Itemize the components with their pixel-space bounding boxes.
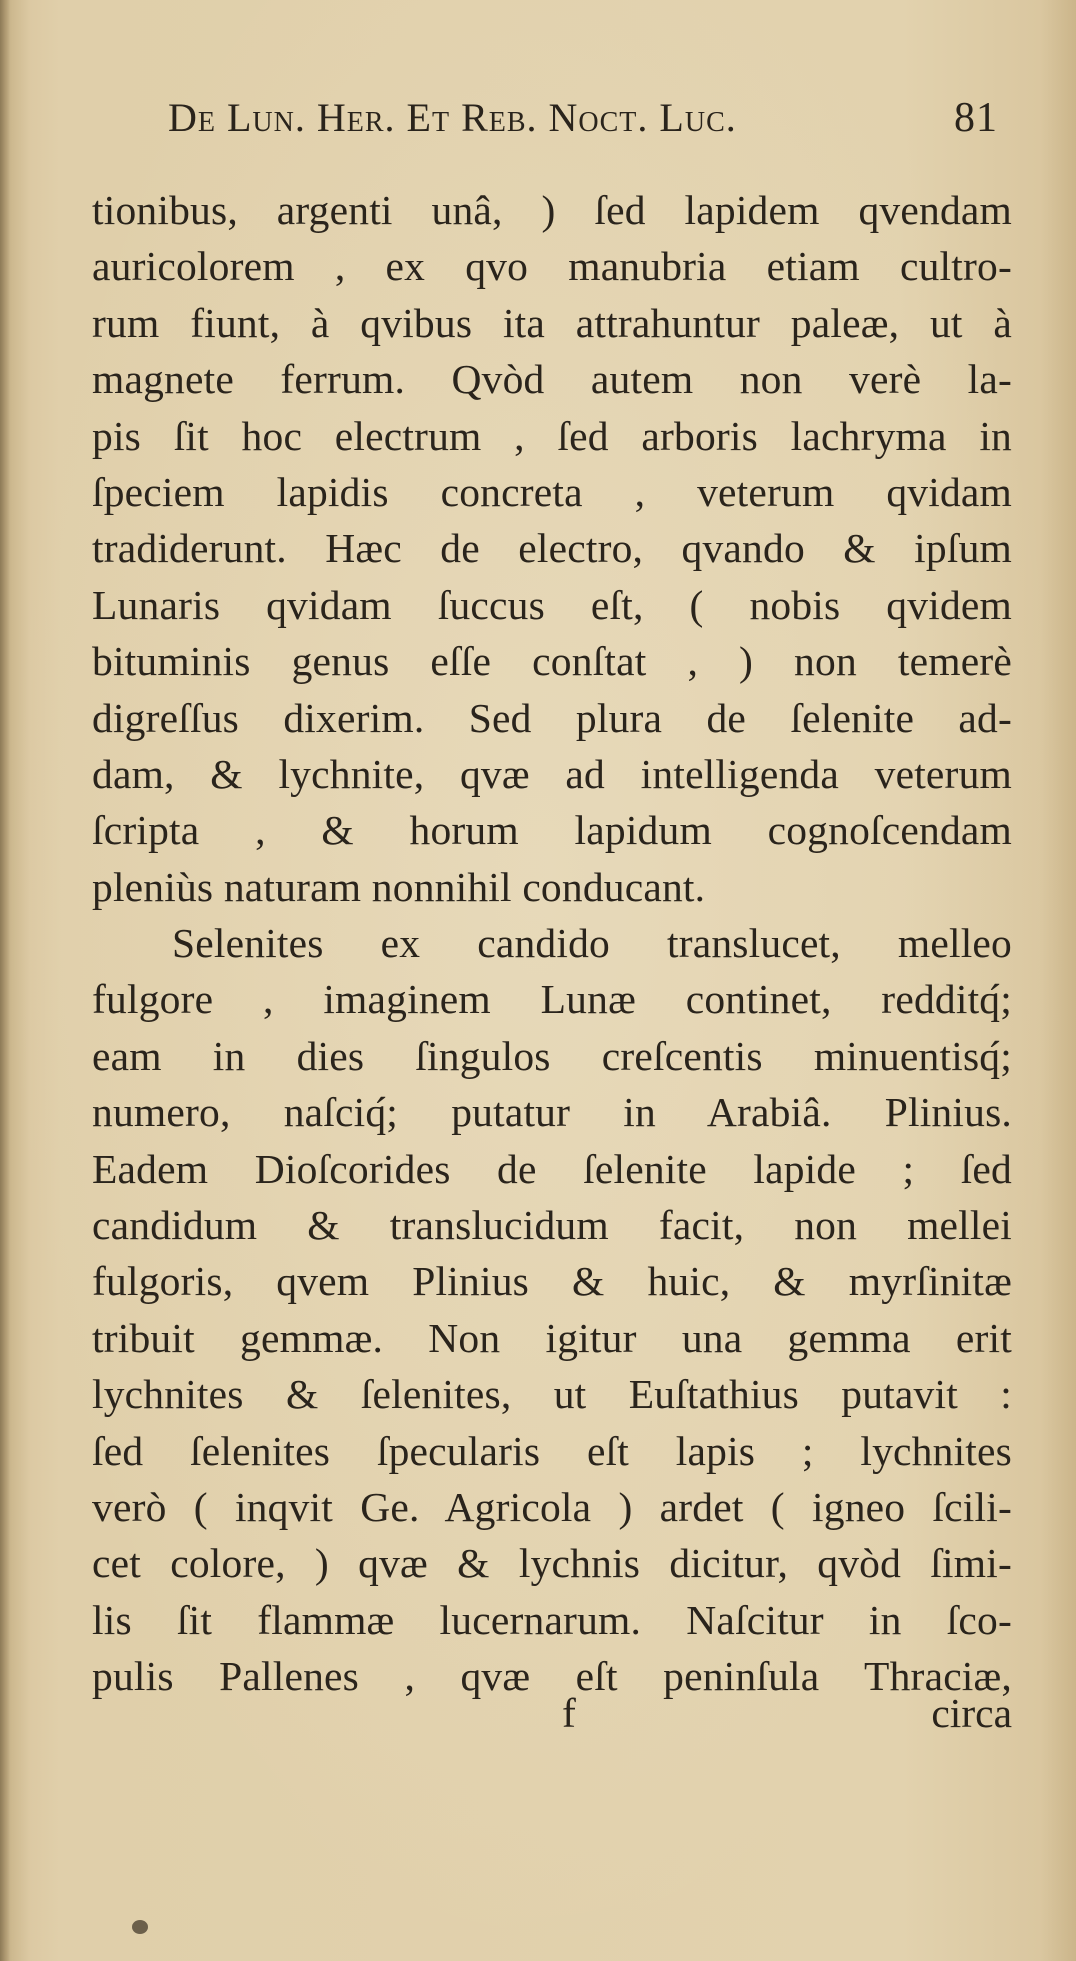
text-line: rum fiunt, à qvibus ita attrahuntur paleæ, ut à <box>92 299 1012 346</box>
paragraph-first-line: Selenites ex candido translucet, melleo <box>172 920 1012 967</box>
text-line: fulgore , imaginem Lunæ continet, redditq́; <box>92 976 1012 1023</box>
text-line: magnete ferrum. Qvòd autem non verè la- <box>92 356 1012 403</box>
text-line: eam in dies ſingulos creſcentis minuentisq́; <box>92 1032 1012 1079</box>
running-head <box>168 92 998 144</box>
text-line: Lunaris qvidam ſuccus eſt, ( nobis qvidem <box>92 581 1012 628</box>
text-line: ſpeciem lapidis concreta , veterum qvidam <box>92 468 1012 515</box>
binding-edge <box>0 0 10 1961</box>
page-footer <box>92 1685 1012 1741</box>
text-line: tribuit gemmæ. Non igitur una gemma erit <box>92 1314 1012 1361</box>
text-line: digreſſus dixerim. Sed plura de ſelenite ad- <box>92 694 1012 741</box>
text-line: lis ſit flammæ lucernarum. Naſcitur in ſco- <box>92 1596 1012 1643</box>
page-number: 81 <box>954 95 998 141</box>
text-line: fulgoris, qvem Plinius & huic, & myrſinitæ <box>92 1258 1012 1305</box>
ink-smudge <box>132 1920 148 1934</box>
text-line: bituminis genus eſſe conſtat , ) non temerè <box>92 638 1012 685</box>
text-line: dam, & lychnite, qvæ ad intelligenda veterum <box>92 750 1012 797</box>
text-line: numero, naſciq́; putatur in Arabiâ. Plinius. <box>92 1089 1012 1136</box>
text-line: pis ſit hoc electrum , ſed arboris lachryma in <box>92 412 1012 459</box>
text-line: pulis Pallenes , qvæ eſt peninſula Thraciæ, <box>92 1653 1012 1700</box>
text-line: verò ( inqvit Ge. Agricola ) ardet ( igneo ſcili- <box>92 1483 1012 1530</box>
text-line: lychnites & ſelenites, ut Euſtathius putavit : <box>92 1371 1012 1418</box>
text-line: ſed ſelenites ſpecularis eſt lapis ; lychnites <box>92 1427 1012 1474</box>
text-line: candidum & translucidum facit, non mellei <box>92 1202 1012 1249</box>
text-line: ſcripta , & horum lapidum cognoſcendam <box>92 807 1012 854</box>
text-line: cet colore, ) qvæ & lychnis dicitur, qvòd ſimi- <box>92 1540 1012 1587</box>
body-text <box>92 182 1012 1705</box>
text-line: pleniùs naturam nonnihil conducant. <box>92 863 706 910</box>
text-line: Eadem Dioſcorides de ſelenite lapide ; ſed <box>92 1145 1012 1192</box>
running-head-title: De Lun. Her. Et Reb. Noct. Luc. <box>168 95 737 140</box>
text-line: tradiderunt. Hæc de electro, qvando & ipſum <box>92 525 1012 572</box>
signature-mark: f <box>562 1690 576 1736</box>
text-line: auricolorem , ex qvo manubria etiam cultro- <box>92 243 1012 290</box>
catchword: circa <box>931 1690 1012 1736</box>
text-line: tionibus, argenti unâ, ) ſed lapidem qvendam <box>92 187 1012 233</box>
